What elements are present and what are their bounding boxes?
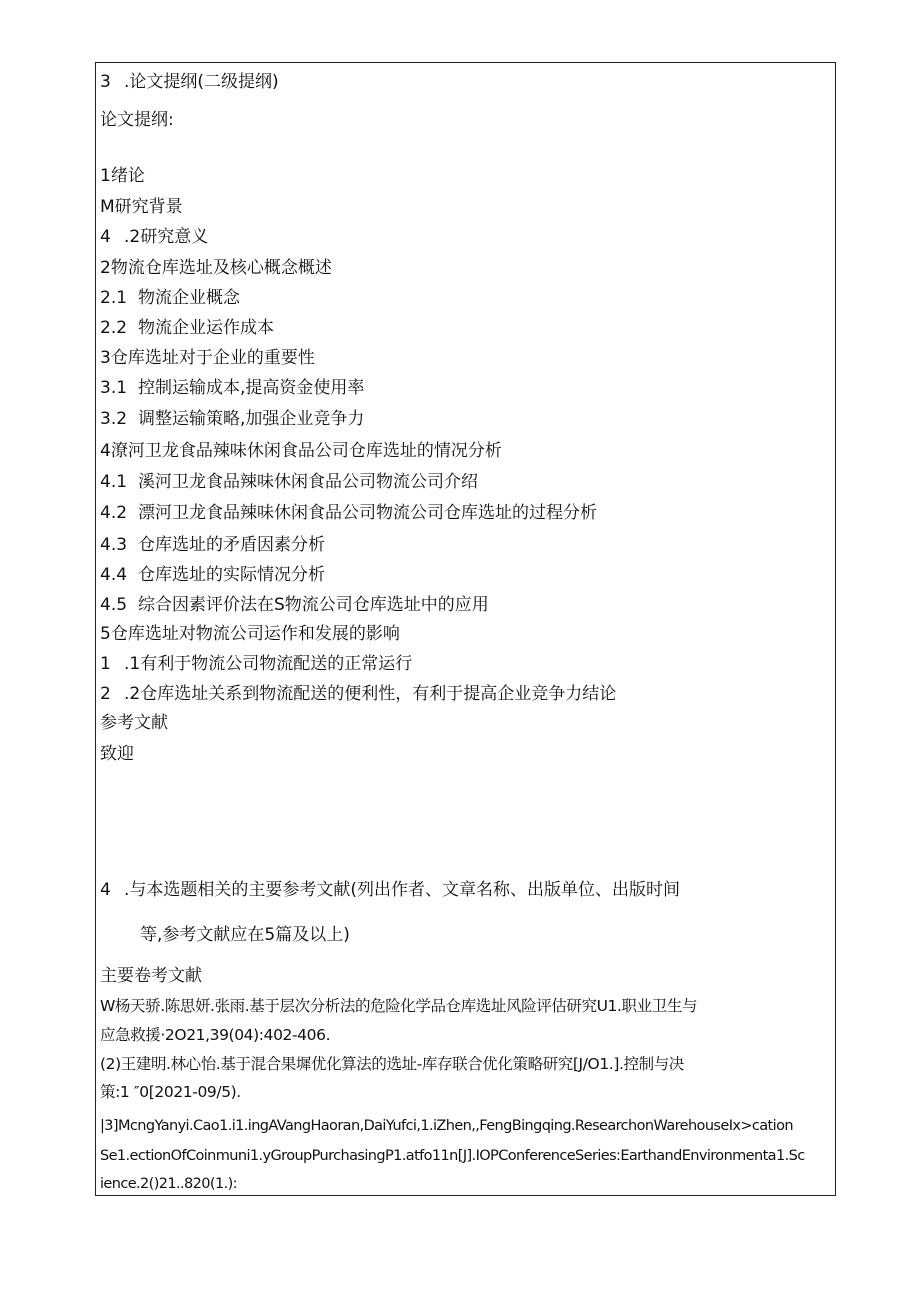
reference-line: ience.2()21..820(1.): [100, 1176, 237, 1192]
outline-item: 2 .2仓库选址关系到物流配送的便利性，有利于提高企业竞争力结论 [100, 684, 617, 704]
outline-item: 2.1 物流企业概念 [100, 288, 240, 308]
outline-item: 4.3 仓库选址的矛盾因素分析 [100, 535, 325, 555]
outline-item: 1绪论 [100, 166, 145, 186]
outline-item: 3.2 调整运输策略,加强企业竞争力 [100, 409, 365, 429]
outline-item: 2.2 物流企业运作成本 [100, 318, 274, 338]
outline-item: 3.1 控制运输成本,提高资金使用率 [100, 378, 365, 398]
outline-item: 参考文献 [100, 713, 168, 733]
reference-line: (2)王建明.林心怡.基于混合果墀优化算法的选址-库存联合优化策略研究[J/O1.].控制与决 [100, 1055, 684, 1073]
section-3-title: .论文提纲(二级提纲) [124, 72, 279, 92]
outline-label: 论文提纲: [100, 110, 174, 130]
outline-item: 4 .2研究意义 [100, 227, 209, 247]
reference-line: 策:1 ″0[2021-09/5). [100, 1083, 241, 1101]
outline-item: 1 .1有利于物流公司物流配送的正常运行 [100, 654, 413, 674]
form-table-cell [95, 62, 836, 1196]
outline-item: 4.1 溪河卫龙食品辣味休闲食品公司物流公司介绍 [100, 472, 478, 492]
section-3-heading [100, 71, 279, 93]
reference-line: Se1.ectionOfCoinmuni1.yGroupPurchasingP1.atfo11n[J].IOPConferenceSeries:EarthandEnvironmenta1.Sc [100, 1148, 805, 1164]
outline-item: M研究背景 [100, 197, 183, 217]
reference-line: 应急救援·2O21,39(04):402-406. [100, 1026, 331, 1044]
outline-item: 3仓库选址对于企业的重要性 [100, 348, 315, 368]
section-4-title-continued: 等,参考文献应在5篇及以上) [140, 925, 350, 945]
section-3-number: 3 [100, 72, 111, 92]
references-label: 主要卷考文献 [100, 966, 202, 986]
outline-item: 4.4 仓库选址的实际情况分析 [100, 565, 325, 585]
outline-item: 致迎 [100, 744, 134, 764]
section-4-title: .与本选题相关的主要参考文献(列出作者、文章名称、出版单位、出版时间 [124, 880, 681, 900]
outline-item: 2物流仓库选址及核心概念概述 [100, 258, 332, 278]
section-4-number: 4 [100, 880, 111, 900]
outline-item: 4.2 漂河卫龙食品辣味休闲食品公司物流公司仓库选址的过程分析 [100, 503, 597, 523]
outline-item: 5仓库选址对物流公司运作和发展的影响 [100, 624, 400, 644]
outline-item: 4.5 综合因素评价法在S物流公司仓库选址中的应用 [100, 595, 489, 615]
reference-line: W杨天骄.陈思妍.张雨.基于层次分析法的危险化学品仓库选址风险评估研究U1.职业卫生与 [100, 997, 698, 1015]
outline-item: 4潦河卫龙食品辣味休闲食品公司仓库选址的情况分析 [100, 441, 502, 461]
reference-line: |3]McngYanyi.Cao1.i1.ingAVangHaoran,DaiYufci,1.iZhen,,FengBingqing.ResearchonWarehouseIx>cation [100, 1118, 793, 1134]
section-4-heading [100, 879, 680, 901]
